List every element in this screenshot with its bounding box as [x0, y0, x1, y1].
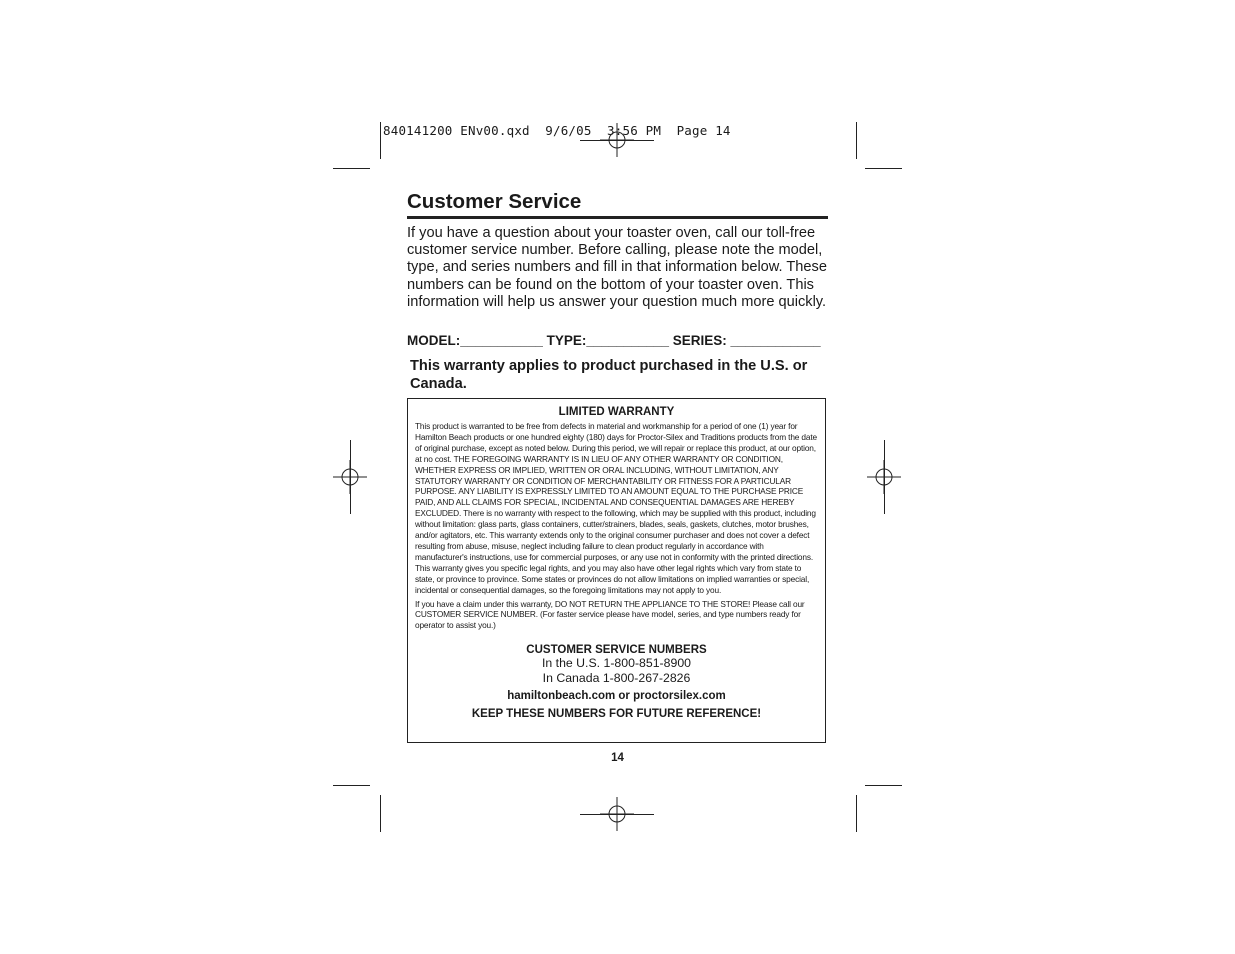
crop-mark-bottom-right-vertical [856, 795, 857, 832]
customer-service-heading: CUSTOMER SERVICE NUMBERS [526, 644, 707, 657]
warranty-claim: If you have a claim under this warranty, DO NOT RETURN THE APPLIANCE TO THE STORE! Please call our CUSTOMER SERVICE NUMBER. (For faster service please have model, series, and type numbers ready for operator to assist you.) [415, 598, 805, 631]
us-phone-number: In the U.S. 1-800-851-8900 [541, 656, 692, 671]
model-type-series-fields [407, 333, 832, 348]
crop-mark-top-left-horizontal [333, 168, 370, 169]
warranty-heading: LIMITED WARRANTY [558, 406, 675, 418]
registration-left-vertical-line [350, 440, 351, 514]
title-underline [407, 216, 828, 219]
crop-mark-top-right-vertical [856, 122, 857, 159]
canada-phone-number: In Canada 1-800-267-2826 [542, 670, 691, 685]
warranty-applies-note: This warranty applies to product purchased in the U.S. or Canada. [410, 358, 808, 392]
page-title: Customer Service [407, 190, 582, 213]
registration-right-vertical-line [884, 440, 885, 514]
page-number: 14 [611, 752, 624, 764]
crop-mark-bottom-left-vertical [380, 795, 381, 832]
crop-mark-bottom-right-horizontal [865, 785, 902, 786]
type-field: TYPE:___________ [546, 333, 669, 348]
print-slug: 840141200 ENv00.qxd 9/6/05 3:56 PM Page 14 [383, 123, 731, 138]
series-field: SERIES: ____________ [672, 333, 821, 348]
registration-top-horizontal-line [580, 140, 654, 141]
crop-mark-top-left-vertical [380, 122, 381, 159]
warranty-body [415, 421, 818, 631]
model-field: MODEL:___________ [407, 333, 543, 348]
crop-mark-bottom-left-horizontal [333, 785, 370, 786]
intro-paragraph: If you have a question about your toaster oven, call our toll-free customer service number. Before calling, please note the model, type, and series numbers and fill in that information below. These numbers can be found on the bottom of your toaster oven. This information will help us answer your question much more quickly. [407, 225, 827, 310]
website-links: hamiltonbeach.com or proctorsilex.com [507, 690, 726, 703]
registration-bottom-horizontal-line [580, 814, 654, 815]
warranty-terms: This product is warranted to be free from defects in material and workmanship for a period of one (1) year for Hamilton Beach products or one hundred eighty (180) days for Proctor-Silex and Traditions products from the date of original purchase, except as noted below. During this period, we will repair or replace this product, at our option, at no cost. THE FOREGOING WARRANTY IS IN LIEU OF ANY OTHER WARRANTY OR CONDITION, WHETHER EXPRESS OR IMPLIED, WRITTEN OR ORAL INCLUDING, WITHOUT LIMITATION, ANY STATUTORY WARRANTY OR CONDITION OF MERCHANTABILITY OR FITNESS FOR A PARTICULAR PURPOSE. ANY LIABILITY IS EXPRESSLY LIMITED TO AN AMOUNT EQUAL TO THE PURCHASE PRICE PAID, AND ALL CLAIMS FOR SPECIAL, INCIDENTAL AND CONSEQUENTIAL DAMAGES ARE HEREBY EXCLUDED. There is no warranty with respect to the following, which may be supplied with this product, including without limitation: glass parts, glass containers, cutter/strainers, blades, seals, gaskets, clutches, motor brushes, and/or agitators, etc. This warranty extends only to the original consumer purchaser and does not cover a defect resulting from abuse, misuse, neglect including failure to clean product regularly in accordance with manufacturer's instructions, use for commercial purposes, or any use not in conformity with the printed directions. This warranty gives you specific legal rights, and you may also have other legal rights which vary from state to state, or province to province. Some states or provinces do not allow limitations on implied warranties or special, incidental or consequential damages, so the foregoing limitations may not apply to you. [415, 421, 817, 595]
keep-numbers-note: KEEP THESE NUMBERS FOR FUTURE REFERENCE! [471, 708, 762, 721]
crop-mark-top-right-horizontal [865, 168, 902, 169]
limited-warranty-box [407, 398, 826, 743]
